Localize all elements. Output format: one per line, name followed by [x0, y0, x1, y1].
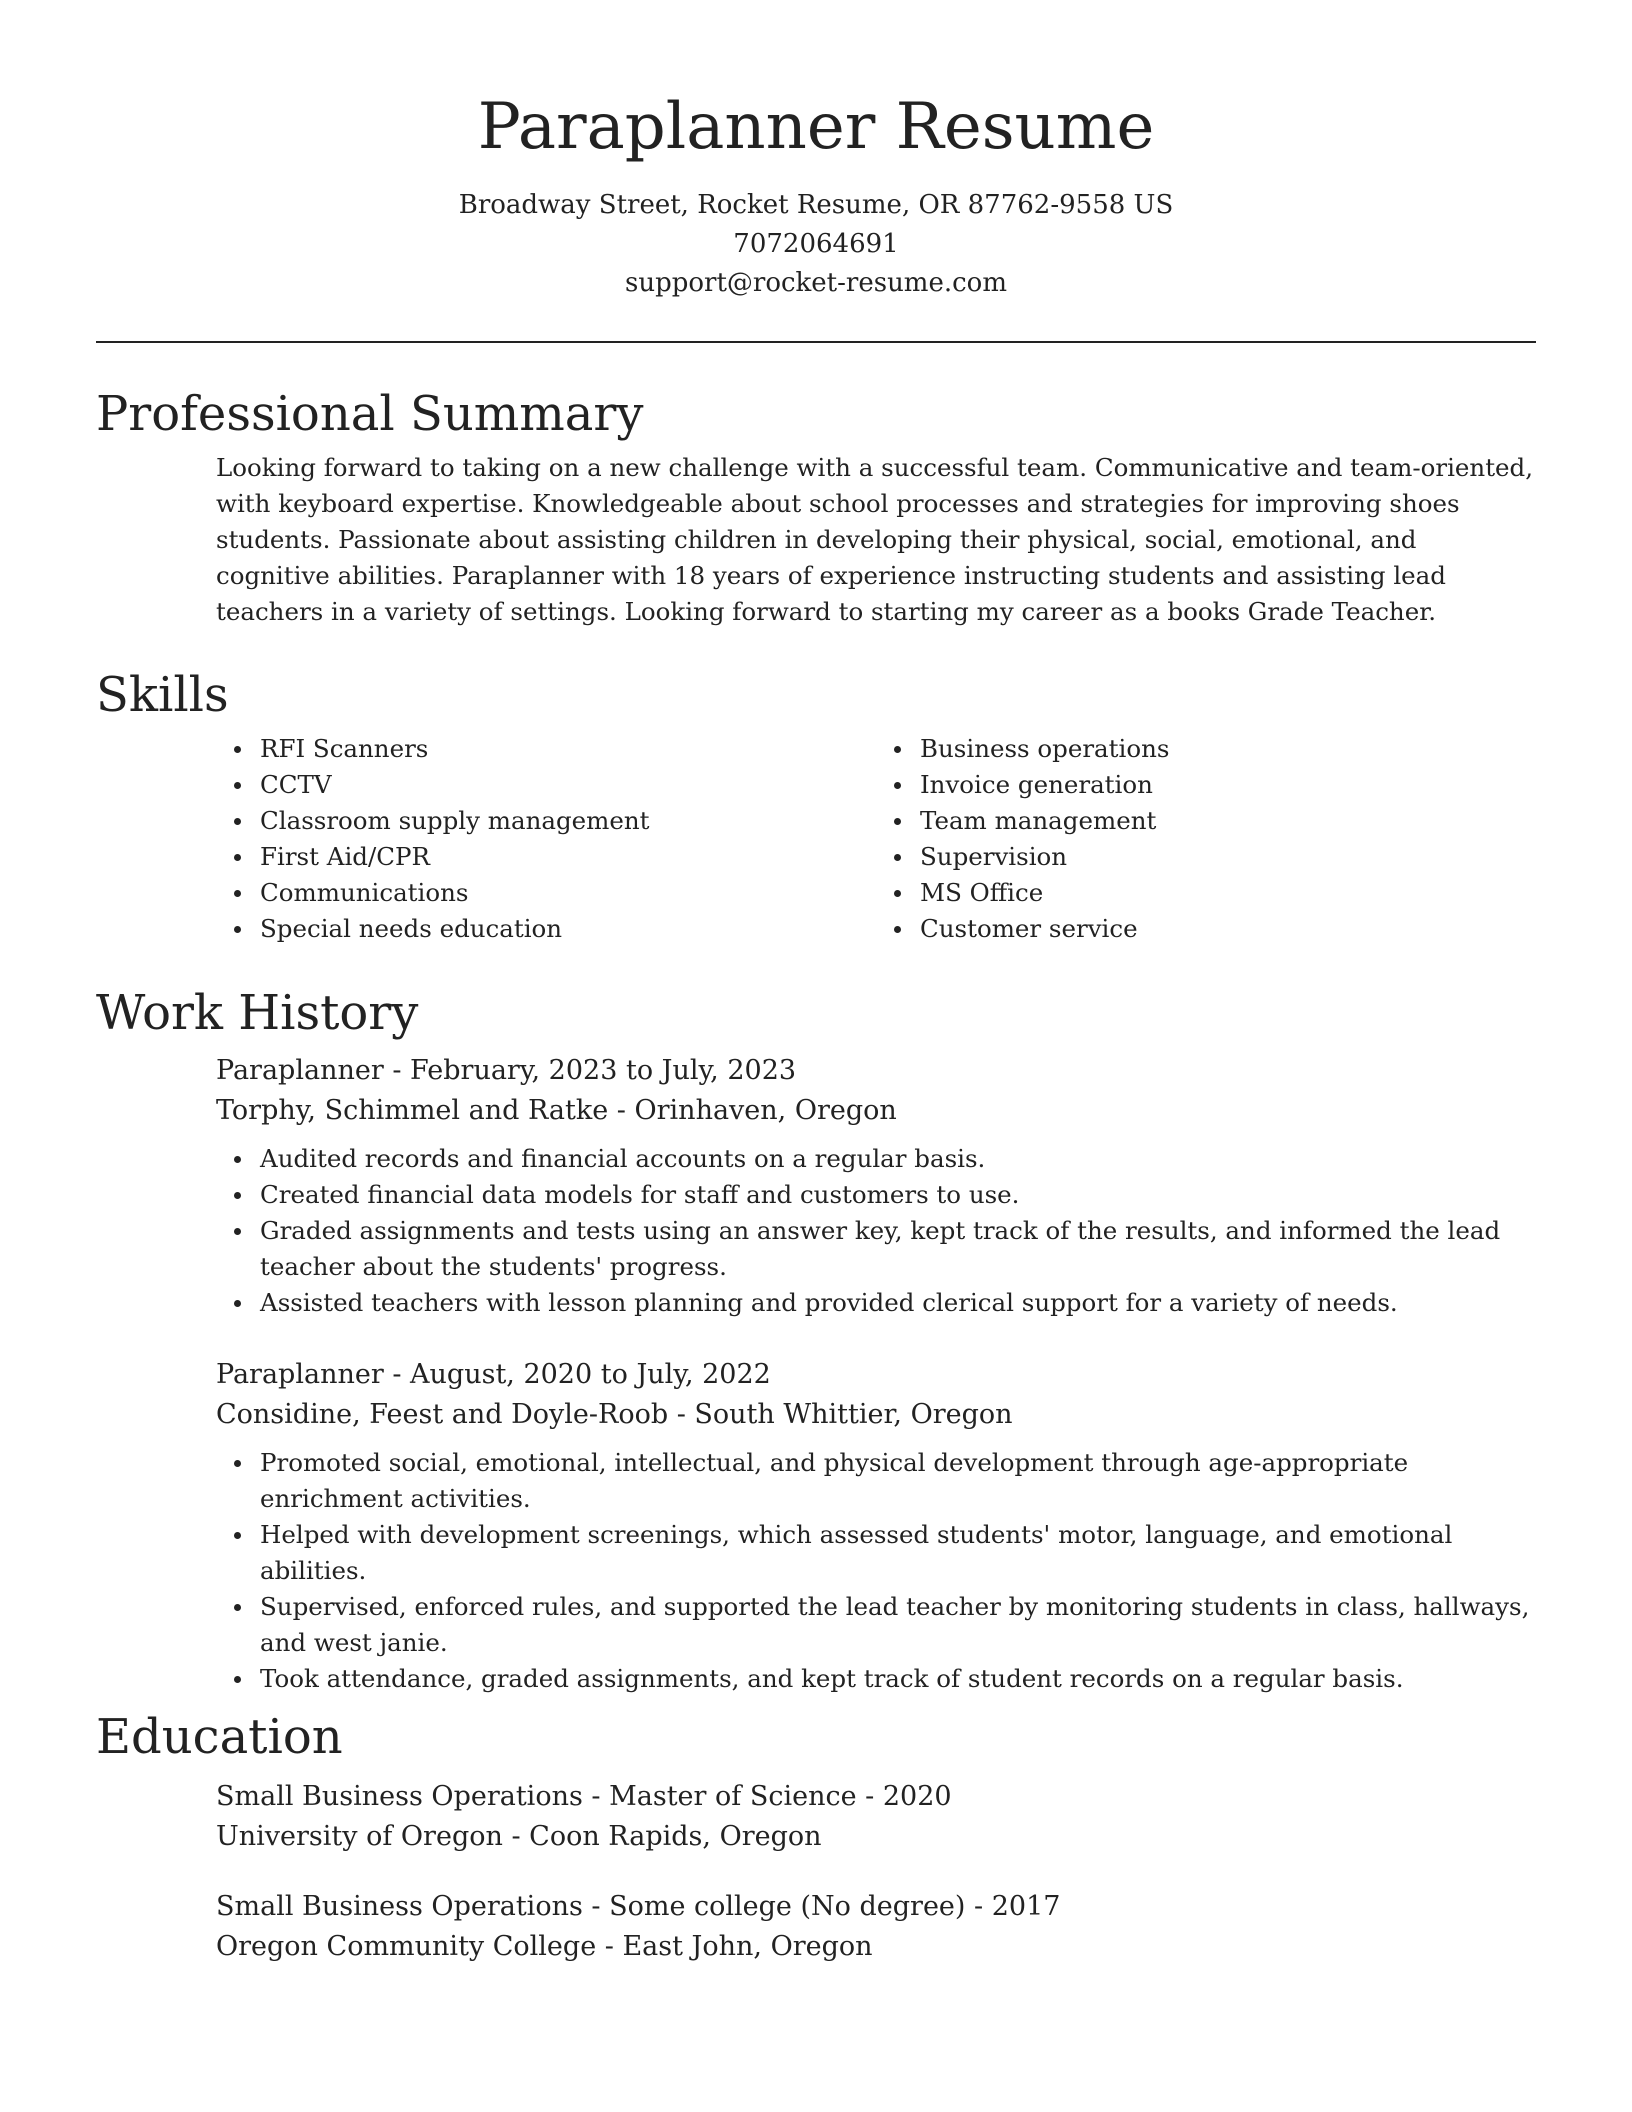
job-entry	[216, 1051, 1536, 1321]
header-divider	[96, 341, 1536, 343]
school-line: Oregon Community College - East John, Oregon	[216, 1931, 873, 1962]
education-section	[96, 1707, 1536, 1967]
job-duty: Audited records and financial accounts on a regular basis.	[260, 1141, 1536, 1177]
address: Broadway Street, Rocket Resume, OR 87762-9558 US	[458, 190, 1174, 220]
job-duty: Promoted social, emotional, intellectual, and physical development through age-appropriate enrichment activities.	[260, 1445, 1536, 1517]
skills-heading: Skills	[96, 667, 229, 723]
job-entry	[216, 1355, 1536, 1697]
job-duty: Took attendance, graded assignments, and kept track of student records on a regular basis.	[260, 1661, 1536, 1697]
job-title-dates: Paraplanner - August, 2020 to July, 2022	[216, 1359, 771, 1390]
skill-item: Special needs education	[260, 911, 876, 947]
skills-column-left	[216, 731, 876, 947]
skills-section	[96, 665, 1536, 947]
job-title-dates: Paraplanner - February, 2023 to July, 2023	[216, 1055, 797, 1086]
skill-item: CCTV	[260, 767, 876, 803]
skill-item: First Aid/CPR	[260, 839, 876, 875]
education-heading: Education	[96, 1709, 343, 1765]
skill-item: Communications	[260, 875, 876, 911]
degree-line: Small Business Operations - Master of Science - 2020	[216, 1781, 952, 1812]
summary-heading: Professional Summary	[96, 386, 644, 442]
job-duty: Supervised, enforced rules, and supported the lead teacher by monitoring students in class, hallways, and west janie.	[260, 1589, 1536, 1661]
job-duties	[216, 1445, 1536, 1697]
skill-item: Team management	[920, 803, 1536, 839]
job-duty: Created financial data models for staff and customers to use.	[260, 1177, 1536, 1213]
education-entry	[216, 1777, 1536, 1857]
degree-line: Small Business Operations - Some college (No degree) - 2017	[216, 1891, 1061, 1922]
email: support@rocket-resume.com	[624, 268, 1007, 298]
skill-item: Supervision	[920, 839, 1536, 875]
resume-title: Paraplanner Resume	[477, 90, 1155, 164]
job-company-location: Torphy, Schimmel and Ratke - Orinhaven, Oregon	[216, 1095, 897, 1126]
job-duty: Graded assignments and tests using an answer key, kept track of the results, and informed the lead teacher about the students' progress.	[260, 1213, 1536, 1285]
summary-section	[96, 384, 1536, 630]
resume-header	[0, 0, 1632, 303]
contact-info	[0, 186, 1632, 303]
skill-item: Classroom supply management	[260, 803, 876, 839]
skills-list	[216, 731, 1536, 947]
skills-column-right	[876, 731, 1536, 947]
education-entry	[216, 1887, 1536, 1967]
work-history-heading: Work History	[96, 985, 419, 1041]
job-duty: Assisted teachers with lesson planning and provided clerical support for a variety of needs.	[260, 1285, 1536, 1321]
skill-item: MS Office	[920, 875, 1536, 911]
skill-item: Invoice generation	[920, 767, 1536, 803]
skill-item: RFI Scanners	[260, 731, 876, 767]
skill-item: Business operations	[920, 731, 1536, 767]
job-duties	[216, 1141, 1536, 1321]
job-duty: Helped with development screenings, which assessed students' motor, language, and emotional abilities.	[260, 1517, 1536, 1589]
school-line: University of Oregon - Coon Rapids, Oregon	[216, 1821, 822, 1852]
skill-item: Customer service	[920, 911, 1536, 947]
work-history-section	[96, 983, 1536, 1697]
phone: 7072064691	[733, 229, 899, 259]
summary-text: Looking forward to taking on a new challenge with a successful team. Communicative and team-oriented, with keyboard expertise. Knowledgeable about school processes and strategies for improving shoes students. Passionate about assisting children in developing their physical, social, emotional, and cognitive abilities. Paraplanner with 18 years of experience instructing students and assisting lead teachers in a variety of settings. Looking forward to starting my career as a books Grade Teacher.	[216, 453, 1534, 626]
job-company-location: Considine, Feest and Doyle-Roob - South Whittier, Oregon	[216, 1399, 1013, 1430]
